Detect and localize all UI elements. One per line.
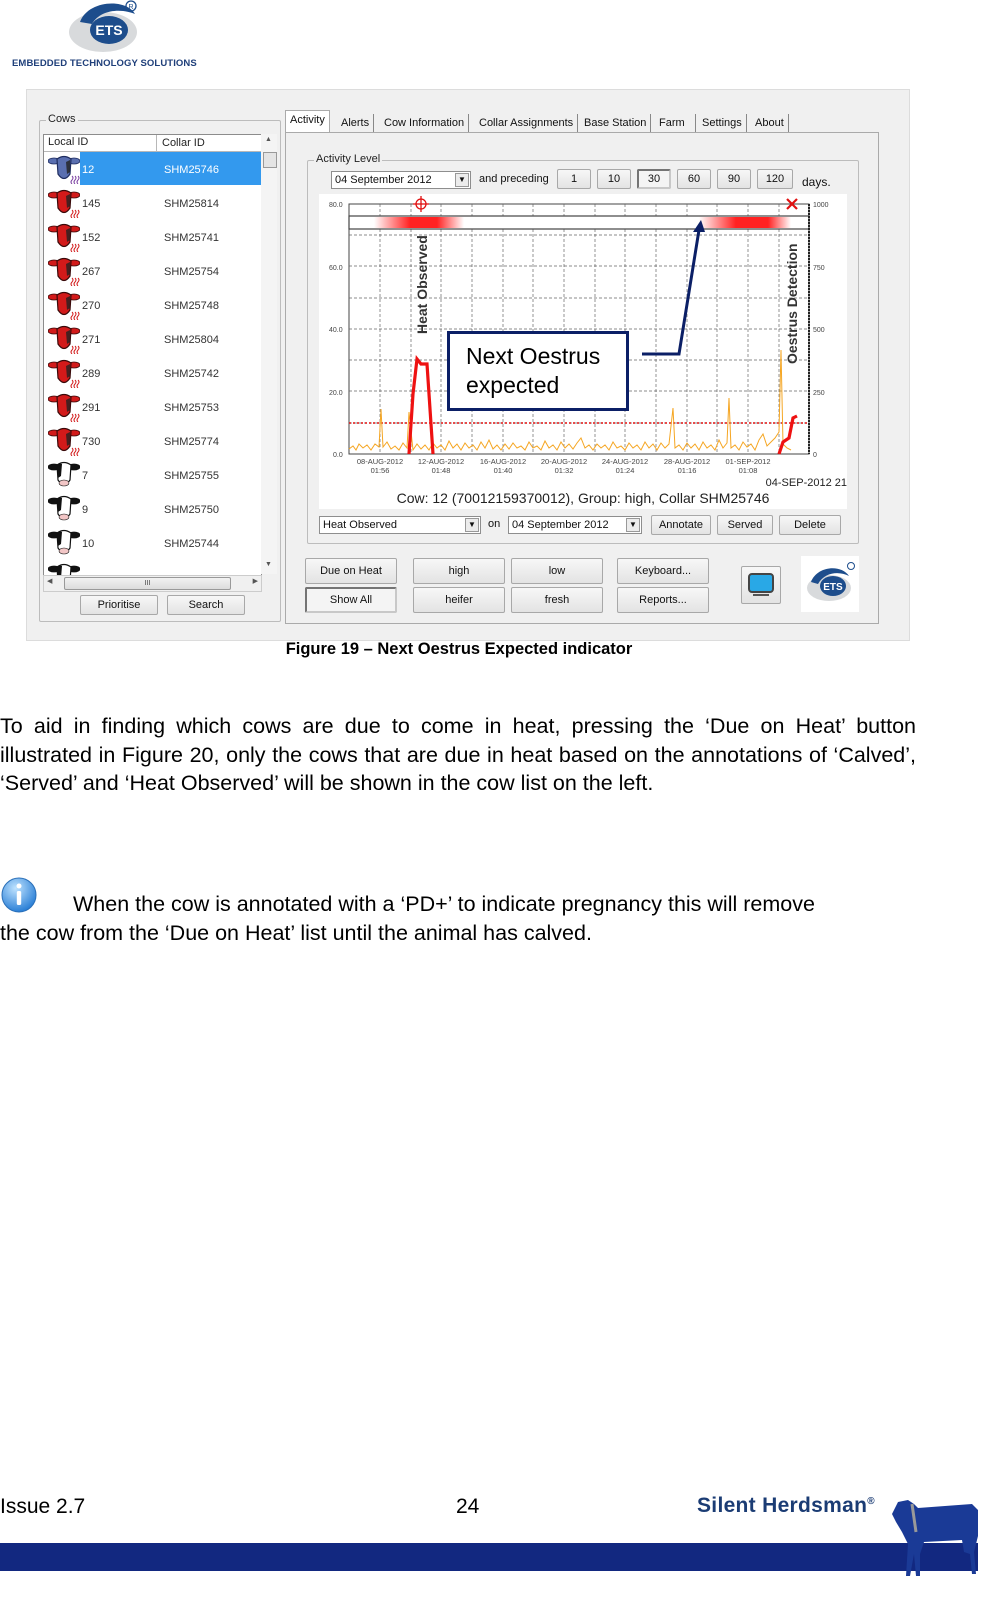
scroll-left-arrow-icon[interactable]: ◀ <box>47 578 53 585</box>
filter-high-button[interactable]: high <box>413 558 505 584</box>
cow-red-heat-icon <box>48 358 80 388</box>
svg-text:12-AUG-2012: 12-AUG-2012 <box>417 457 465 466</box>
cow-list-row[interactable] <box>44 390 261 424</box>
cow-black-white-icon <box>48 562 80 576</box>
cow-red-heat-icon <box>48 324 80 354</box>
svg-text:01:40: 01:40 <box>493 466 513 475</box>
cow-blue-heat-icon <box>48 154 80 184</box>
cow-collar-id: SHM25814 <box>164 198 220 210</box>
cow-list-row[interactable] <box>44 254 261 288</box>
cow-collar-id: SHM25753 <box>164 402 220 414</box>
svg-text:16-AUG-2012: 16-AUG-2012 <box>479 457 527 466</box>
cow-red-heat-icon <box>48 188 80 218</box>
svg-text:01:08: 01:08 <box>738 466 758 475</box>
cow-collar-id: SHM25774 <box>164 436 220 448</box>
oestrus-detection-label: Oestrus Detection <box>784 243 800 364</box>
cow-red-heat-icon <box>48 290 80 320</box>
svg-text:750: 750 <box>813 265 825 272</box>
svg-text:0.0: 0.0 <box>333 452 343 459</box>
cow-collar-id: SHM25750 <box>164 504 220 516</box>
svg-text:0: 0 <box>813 452 817 459</box>
cow-local-id: 730 <box>82 436 101 448</box>
cow-collar-id: SHM25755 <box>164 470 220 482</box>
annotation-type-dropdown[interactable] <box>319 516 481 534</box>
days-10-button[interactable]: 10 <box>597 169 631 189</box>
cow-black-white-icon <box>48 528 80 558</box>
svg-text:08-AUG-2012: 08-AUG-2012 <box>356 457 404 466</box>
scroll-grip[interactable]: III <box>64 577 231 590</box>
tab-settings[interactable]: Settings <box>698 114 747 132</box>
reports-button[interactable]: Reports... <box>617 587 709 613</box>
filter-low-button[interactable]: low <box>511 558 603 584</box>
cow-local-id: 152 <box>82 232 101 244</box>
display-mode-button[interactable] <box>741 566 781 604</box>
served-button[interactable]: Served <box>717 515 773 535</box>
annotate-button[interactable]: Annotate <box>651 515 711 535</box>
ets-small-logo <box>801 556 859 612</box>
tab-cow-information[interactable]: Cow Information <box>380 114 469 132</box>
chart-end-label: 04-SEP-2012 21 <box>765 477 847 489</box>
svg-text:01:24: 01:24 <box>615 466 635 475</box>
next-oestrus-callout <box>447 331 629 411</box>
tab-farm[interactable]: Farm <box>655 114 696 132</box>
cow-black-white-icon <box>48 494 80 524</box>
tab-collar-assignments[interactable]: Collar Assignments <box>475 114 578 132</box>
and-preceding-label: and preceding <box>479 173 549 185</box>
cow-local-id: 267 <box>82 266 101 278</box>
prioritise-button[interactable]: Prioritise <box>80 595 158 615</box>
info-icon <box>0 876 38 914</box>
tab-activity[interactable]: Activity <box>285 110 330 133</box>
svg-text:R: R <box>128 4 134 11</box>
svg-text:ETS: ETS <box>823 582 843 593</box>
scroll-up-arrow-icon[interactable]: ▲ <box>265 136 272 143</box>
note-line-1: When the cow is annotated with a ‘PD+’ to indicate pregnancy this will remove <box>73 892 815 916</box>
cow-collar-id: SHM25744 <box>164 538 220 550</box>
svg-text:01:56: 01:56 <box>370 466 390 475</box>
due-on-heat-button[interactable]: Due on Heat <box>305 558 397 584</box>
cow-collar-id: SHM25754 <box>164 266 220 278</box>
ets-tagline: EMBEDDED TECHNOLOGY SOLUTIONS <box>12 58 197 69</box>
scroll-down-arrow-icon[interactable]: ▼ <box>265 561 272 568</box>
cow-local-id: 271 <box>82 334 101 346</box>
chart-caption: Cow: 12 (70012159370012), Group: high, Collar SHM25746 <box>396 490 770 506</box>
activity-level-title: Activity Level <box>316 153 381 165</box>
cow-list[interactable] <box>43 134 262 576</box>
cow-list-row[interactable] <box>44 424 261 458</box>
scroll-thumb[interactable] <box>263 152 277 168</box>
svg-text:01:48: 01:48 <box>431 466 451 475</box>
activity-date-dropdown[interactable] <box>331 171 471 189</box>
cow-local-id: 289 <box>82 368 101 380</box>
chevron-down-icon[interactable]: ▼ <box>465 518 479 532</box>
cow-list-row[interactable] <box>44 356 261 390</box>
annotation-date-dropdown[interactable] <box>508 516 642 534</box>
days-30-button[interactable]: 30 <box>637 169 671 189</box>
cow-collar-id: SHM25804 <box>164 334 220 346</box>
ets-logo-icon <box>8 0 208 60</box>
svg-text:500: 500 <box>813 327 825 334</box>
svg-text:01:32: 01:32 <box>554 466 574 475</box>
callout-line-1: Next Oestrus <box>466 343 601 369</box>
days-label: days. <box>802 175 831 189</box>
svg-text:20-AUG-2012: 20-AUG-2012 <box>540 457 588 466</box>
body-paragraph: To aid in finding which cows are due to come in heat, pressing the ‘Due on Heat’ button illustrated in Figure 20, only the cows that are due in heat based on the annotations of ‘Calved’, ‘Served’ and ‘Heat Observed’ will be shown in the cow list on the left. <box>0 714 916 795</box>
cow-local-id: 7 <box>82 470 89 482</box>
days-1-button[interactable]: 1 <box>557 169 591 189</box>
heat-observed-label: Heat Observed <box>414 235 430 334</box>
tab-base-station[interactable]: Base Station <box>580 114 651 132</box>
cow-local-id: 12 <box>82 164 95 176</box>
cow-red-heat-icon <box>48 426 80 456</box>
cow-collar-id: SHM25742 <box>164 368 220 380</box>
filter-fresh-button[interactable]: fresh <box>511 587 603 613</box>
annotation-type-value: Heat Observed <box>323 519 397 531</box>
callout-line-2: expected <box>466 372 560 398</box>
cow-list-row[interactable] <box>44 458 261 492</box>
cow-silhouette-icon <box>884 1492 984 1582</box>
days-60-button[interactable]: 60 <box>677 169 711 189</box>
cow-red-heat-icon <box>48 256 80 286</box>
cow-black-white-icon <box>48 460 80 490</box>
cow-local-id: 9 <box>82 504 89 516</box>
cow-local-id: 291 <box>82 402 101 414</box>
cow-list-row[interactable] <box>44 288 261 322</box>
svg-text:80.0: 80.0 <box>329 202 343 209</box>
cow-local-id: 10 <box>82 538 95 550</box>
svg-text:60.0: 60.0 <box>329 265 343 272</box>
show-all-button[interactable]: Show All <box>305 587 397 613</box>
cow-list-horizontal-scrollbar[interactable] <box>43 575 262 592</box>
footer-issue: Issue 2.7 <box>0 1495 86 1518</box>
on-label: on <box>488 518 501 530</box>
tab-alerts[interactable]: Alerts <box>337 114 374 132</box>
column-local-id[interactable]: Local ID <box>48 136 89 148</box>
cow-list-row[interactable] <box>44 526 261 560</box>
scroll-right-arrow-icon[interactable]: ▶ <box>252 578 258 585</box>
cow-list-row[interactable] <box>44 492 261 526</box>
annotation-date-value: 04 September 2012 <box>512 519 609 531</box>
ets-small-logo-icon <box>801 556 859 612</box>
cow-list-row[interactable] <box>44 186 261 220</box>
svg-text:01:16: 01:16 <box>677 466 697 475</box>
filter-heifer-button[interactable]: heifer <box>413 587 505 613</box>
cow-local-id: 270 <box>82 300 101 312</box>
chevron-down-icon[interactable]: ▼ <box>455 173 469 187</box>
silent-herdsman-logo-text: Silent Herdsman® <box>697 1494 875 1517</box>
chevron-down-icon[interactable]: ▼ <box>626 518 640 532</box>
cow-list-header <box>44 135 261 152</box>
svg-text:28-AUG-2012: 28-AUG-2012 <box>663 457 711 466</box>
keyboard-button[interactable]: Keyboard... <box>617 558 709 584</box>
cow-list-row-partial[interactable] <box>44 560 261 576</box>
tab-about[interactable]: About <box>751 114 789 132</box>
cow-list-row[interactable] <box>44 152 261 186</box>
svg-text:20.0: 20.0 <box>329 390 343 397</box>
monitor-icon <box>743 567 779 601</box>
svg-text:250: 250 <box>813 390 825 397</box>
figure-caption: Figure 19 – Next Oestrus Expected indicator <box>285 640 633 658</box>
svg-text:40.0: 40.0 <box>329 327 343 334</box>
cow-red-heat-icon <box>48 222 80 252</box>
cow-list-vertical-scrollbar[interactable] <box>261 134 277 574</box>
days-90-button[interactable]: 90 <box>717 169 751 189</box>
column-collar-id[interactable]: Collar ID <box>156 135 205 151</box>
cow-list-row[interactable] <box>44 220 261 254</box>
svg-text:01-SEP-2012: 01-SEP-2012 <box>725 457 771 466</box>
days-120-button[interactable]: 120 <box>757 169 793 189</box>
cow-collar-id: SHM25741 <box>164 232 220 244</box>
cow-local-id: 145 <box>82 198 101 210</box>
cow-collar-id: SHM25746 <box>164 164 220 176</box>
cow-list-row[interactable] <box>44 322 261 356</box>
svg-text:24-AUG-2012: 24-AUG-2012 <box>601 457 649 466</box>
cow-collar-id: SHM25748 <box>164 300 220 312</box>
cows-group-title: Cows <box>48 113 76 125</box>
footer-band <box>0 1543 978 1571</box>
note-line-2: the cow from the ‘Due on Heat’ list until the animal has calved. <box>0 921 592 945</box>
cow-red-heat-icon <box>48 392 80 422</box>
activity-date-value: 04 September 2012 <box>335 174 432 186</box>
footer-page-number: 24 <box>456 1495 480 1518</box>
svg-text:ETS: ETS <box>95 22 123 38</box>
delete-button[interactable]: Delete <box>779 515 841 535</box>
search-button[interactable]: Search <box>167 595 245 615</box>
svg-text:1000: 1000 <box>813 202 829 209</box>
